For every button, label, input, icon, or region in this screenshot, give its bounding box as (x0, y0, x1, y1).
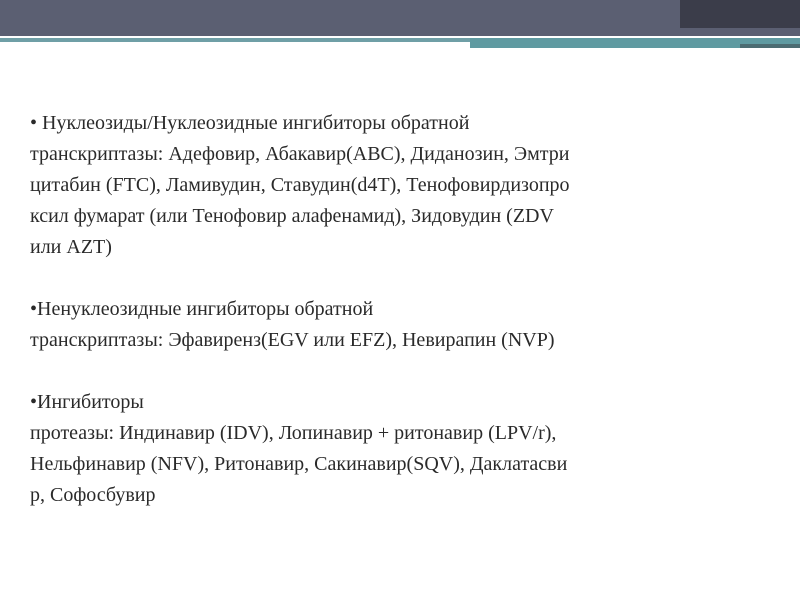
nrti-paragraph: • Нуклеозиды/Нуклеозидные ингибиторы обратной транскриптазы: Адефовир, Абакавир(ABC), Диданозин, Эмтри цитабин (FTC), Ламивудин, Ставудин(d4T), Тенофовирдизопро ксил фумарат (или Тенофовир алафенамид), Зидовудин (ZDV или AZT) (30, 112, 570, 258)
protease-inhibitors-paragraph: •Ингибиторы протеазы: Индинавир (IDV), Лопинавир + ритонавир (LPV/r), Нельфинавир (NFV), Ритонавир, Сакинавир(SQV), Даклатасви р, Софосбувир (30, 391, 568, 506)
slide-body (30, 108, 770, 511)
accent-stripe-dark (740, 44, 800, 48)
header-band-dark-accent (680, 0, 800, 28)
nnrti-paragraph: •Ненуклеозидные ингибиторы обратной транскриптазы: Эфавиренз(EGV или EFZ), Невирапин (NVP) (30, 298, 555, 351)
